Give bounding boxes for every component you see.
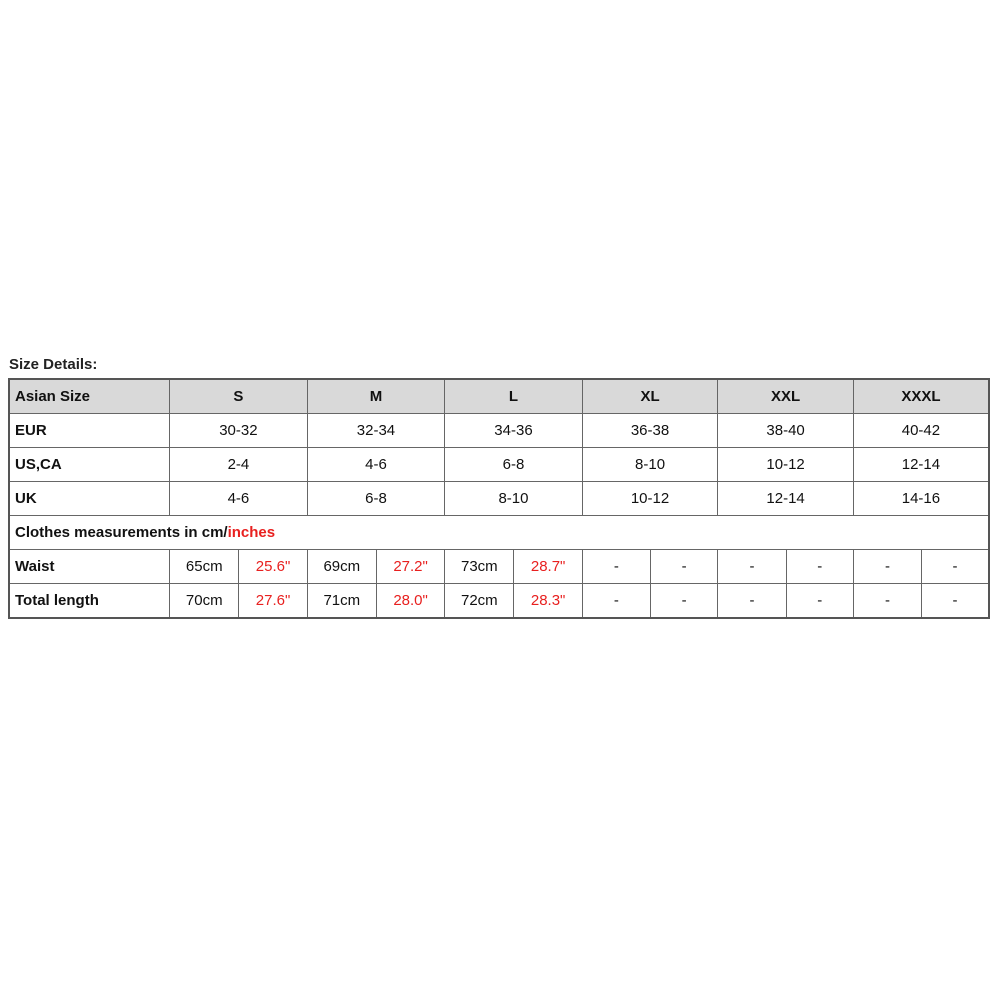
- size-value: 8-10: [582, 448, 718, 482]
- measurement-row: [9, 550, 989, 584]
- conversion-row: [9, 414, 989, 448]
- cm-value: 72cm: [445, 584, 514, 619]
- cm-value: -: [582, 584, 650, 619]
- inch-value: 28.3": [514, 584, 582, 619]
- cm-value: -: [582, 550, 650, 584]
- size-value: 6-8: [307, 482, 445, 516]
- measurements-heading-row: [9, 516, 989, 550]
- size-value: 12-14: [718, 482, 854, 516]
- row-label: EUR: [9, 414, 170, 448]
- size-value: 14-16: [853, 482, 989, 516]
- size-value: 10-12: [582, 482, 718, 516]
- row-label: Waist: [9, 550, 170, 584]
- row-label: Total length: [9, 584, 170, 619]
- inch-value: 28.7": [514, 550, 582, 584]
- size-value: 4-6: [170, 482, 308, 516]
- conversion-row: [9, 482, 989, 516]
- size-value: 2-4: [170, 448, 308, 482]
- inch-value: 27.2": [376, 550, 444, 584]
- inch-value: 28.0": [376, 584, 444, 619]
- size-value: 40-42: [853, 414, 989, 448]
- inch-value: 25.6": [239, 550, 307, 584]
- cm-value: -: [853, 550, 921, 584]
- header-label: Asian Size: [9, 379, 170, 414]
- cm-value: -: [718, 584, 786, 619]
- inch-value: -: [651, 584, 718, 619]
- size-value: 38-40: [718, 414, 854, 448]
- cm-value: 73cm: [445, 550, 514, 584]
- size-value: 36-38: [582, 414, 718, 448]
- size-header: M: [307, 379, 445, 414]
- conversion-row: [9, 448, 989, 482]
- inch-value: 27.6": [239, 584, 307, 619]
- cm-value: 71cm: [307, 584, 376, 619]
- size-header: XL: [582, 379, 718, 414]
- size-value: 32-34: [307, 414, 445, 448]
- cm-value: 69cm: [307, 550, 376, 584]
- size-header: L: [445, 379, 583, 414]
- cm-value: 70cm: [170, 584, 239, 619]
- measurements-heading-prefix: Clothes measurements in cm/: [15, 524, 228, 541]
- size-chart-table: [8, 378, 990, 619]
- cm-value: -: [853, 584, 921, 619]
- size-value: 10-12: [718, 448, 854, 482]
- cm-value: -: [718, 550, 786, 584]
- size-value: 8-10: [445, 482, 583, 516]
- size-value: 30-32: [170, 414, 308, 448]
- inch-value: -: [922, 550, 989, 584]
- size-header: XXL: [718, 379, 854, 414]
- inch-value: -: [922, 584, 989, 619]
- inch-value: -: [786, 550, 853, 584]
- size-value: 34-36: [445, 414, 583, 448]
- size-value: 4-6: [307, 448, 445, 482]
- row-label: US,CA: [9, 448, 170, 482]
- size-header: XXXL: [853, 379, 989, 414]
- inch-value: -: [786, 584, 853, 619]
- inch-value: -: [651, 550, 718, 584]
- row-label: UK: [9, 482, 170, 516]
- size-value: 6-8: [445, 448, 583, 482]
- measurement-row: [9, 584, 989, 619]
- size-value: 12-14: [853, 448, 989, 482]
- measurements-heading-inches: inches: [227, 524, 276, 541]
- size-header: S: [170, 379, 308, 414]
- header-row: [9, 379, 989, 414]
- measurements-heading: [9, 516, 989, 550]
- size-details-title: Size Details:: [9, 356, 98, 373]
- cm-value: 65cm: [170, 550, 239, 584]
